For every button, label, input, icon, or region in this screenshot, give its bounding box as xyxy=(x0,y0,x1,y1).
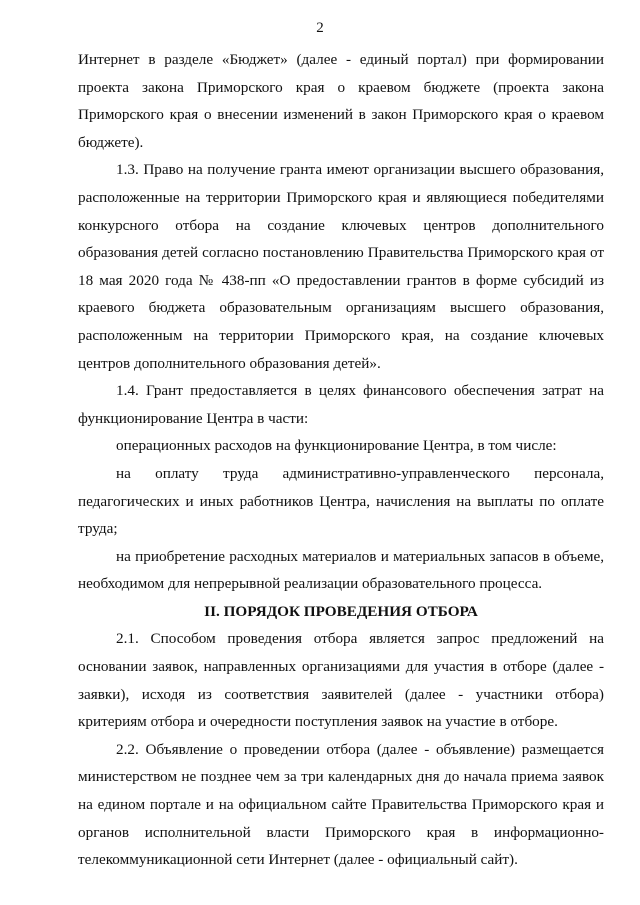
document-body xyxy=(78,46,604,874)
section-heading: II. ПОРЯДОК ПРОВЕДЕНИЯ ОТБОРА xyxy=(204,602,478,620)
page-number: 2 xyxy=(316,20,324,36)
paragraph-2-2: 2.2. Объявление о проведении отбора (далее - объявление) размещается министерством не позднее чем за три календарных дня до начала приема заявок на едином портале и на официальном сайте Правительства Приморского края и органов исполнительной власти Приморского края в информационно-телекоммуникационной сети Интернет (далее - официальный сайт). xyxy=(78,740,604,869)
paragraph-continuation: Интернет в разделе «Бюджет» (далее - единый портал) при формировании проекта закона Приморского края о краевом бюджете (проекта закона Приморского края о внесении изменений в закон Приморского края о краевом бюджете). xyxy=(78,51,604,151)
paragraph-1-3: 1.3. Право на получение гранта имеют организации высшего образования, расположенные на территории Приморского края и являющиеся победителями конкурсного отбора на создание ключевых центров дополнительного образования детей согласно постановлению Правительства Приморского края от 18 мая 2020 года № 438-пп «О предоставлении грантов в форме субсидий из краевого бюджета образовательным организациям высшего образования, расположенным на территории Приморского края, на создание ключевых центров дополнительного образования детей». xyxy=(78,161,604,372)
paragraph-operational-expenses: операционных расходов на функционирование Центра, в том числе: xyxy=(116,437,557,455)
paragraph-labor-costs: на оплату труда административно-управленческого персонала, педагогических и иных работников Центра, начисления на выплаты по оплате труда; xyxy=(78,464,604,538)
paragraph-materials: на приобретение расходных материалов и материальных запасов в объеме, необходимом для непрерывной реализации образовательного процесса. xyxy=(78,547,604,593)
paragraph-2-1: 2.1. Способом проведения отбора является запрос предложений на основании заявок, направленных организациями для участия в отборе (далее - заявки), исходя из соответствия заявителей (далее - участники отбора) критериям отбора и очередности поступления заявок на участие в отборе. xyxy=(78,630,604,731)
paragraph-1-4: 1.4. Грант предоставляется в целях финансового обеспечения затрат на функционирование Центра в части: xyxy=(78,382,604,427)
